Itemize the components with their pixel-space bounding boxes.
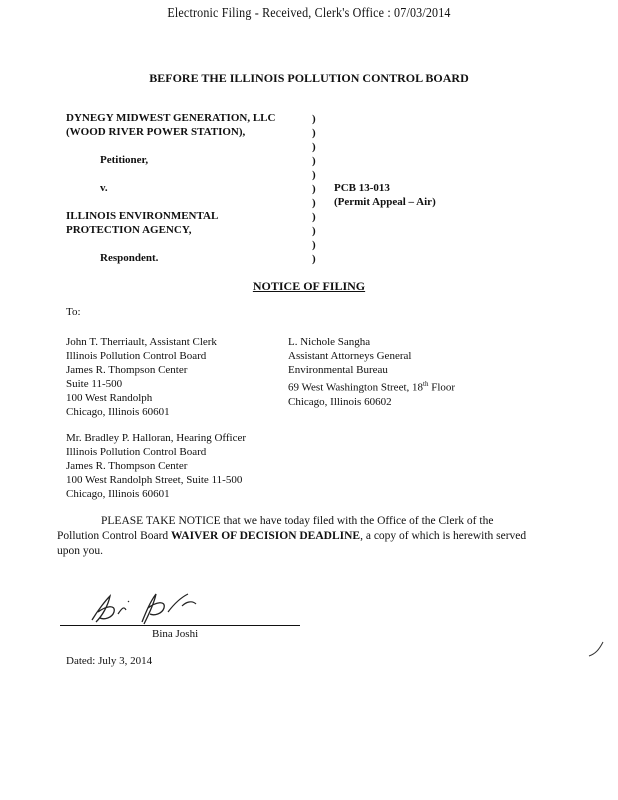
efiling-stamp: Electronic Filing - Received, Clerk's Office : 07/03/2014 <box>167 6 451 21</box>
address-line: Mr. Bradley P. Halloran, Hearing Officer <box>66 432 247 444</box>
pen-mark <box>587 640 607 660</box>
recipient-hearing-officer-address <box>66 431 246 501</box>
caption-paren: ) <box>312 183 316 195</box>
address-line: James R. Thompson Center <box>66 364 188 376</box>
caption-paren: ) <box>312 253 316 265</box>
caption-paren: ) <box>312 127 316 139</box>
address-line: James R. Thompson Center <box>66 460 188 472</box>
address-line: Assistant Attorneys General <box>288 350 412 362</box>
dated-line: Dated: July 3, 2014 <box>66 655 153 667</box>
versus: v. <box>100 182 108 194</box>
floor-text: Floor <box>428 381 456 394</box>
street-text: 69 West Washington Street, 18 <box>288 381 424 394</box>
paragraph-emphasis: WAIVER OF DECISION DEADLINE <box>171 530 361 542</box>
recipient-clerk-address <box>66 335 217 419</box>
caption-paren: ) <box>312 197 316 209</box>
caption-paren: ) <box>312 239 316 251</box>
address-line: John T. Therriault, Assistant Clerk <box>66 336 217 348</box>
respondent-name-line2: PROTECTION AGENCY, <box>66 224 192 236</box>
signer-name: Bina Joshi <box>152 628 199 640</box>
paragraph-text-part1: PLEASE TAKE NOTICE that we have today filed with the Office of the Clerk of the Pollution Control Board <box>57 515 494 542</box>
address-line: Chicago, Illinois 60602 <box>288 395 392 408</box>
address-line: Environmental Bureau <box>288 364 388 376</box>
petitioner-role: Petitioner, <box>100 154 149 166</box>
address-line: Chicago, Illinois 60601 <box>66 488 170 500</box>
case-number: PCB 13-013 <box>334 182 390 194</box>
caption-paren: ) <box>312 155 316 167</box>
notice-paragraph <box>57 514 527 559</box>
caption-paren: ) <box>312 113 316 125</box>
respondent-name-line1: ILLINOIS ENVIRONMENTAL <box>66 210 219 222</box>
petitioner-name-line2: (WOOD RIVER POWER STATION), <box>66 126 246 138</box>
recipient-attorney-address <box>288 335 455 409</box>
address-line: 100 West Randolph Street, Suite 11-500 <box>66 474 243 486</box>
address-line: Illinois Pollution Control Board <box>66 446 207 458</box>
address-line: Suite 11-500 <box>66 378 123 390</box>
notice-title: NOTICE OF FILING <box>252 279 366 293</box>
address-line <box>288 377 455 395</box>
ordinal-suffix: th <box>423 380 429 388</box>
board-title: BEFORE THE ILLINOIS POLLUTION CONTROL BOARD <box>149 71 469 85</box>
caption-paren: ) <box>312 225 316 237</box>
to-label: To: <box>66 306 81 318</box>
paragraph-text-part2: , a copy of which is herewith served upon you. <box>57 530 527 557</box>
respondent-role: Respondent. <box>100 252 159 264</box>
case-type: (Permit Appeal – Air) <box>334 196 436 208</box>
signature-line <box>60 625 300 626</box>
address-line: Illinois Pollution Control Board <box>66 350 207 362</box>
petitioner-name-line1: DYNEGY MIDWEST GENERATION, LLC <box>66 112 276 124</box>
caption-paren: ) <box>312 141 316 153</box>
address-line: 100 West Randolph <box>66 392 153 404</box>
address-line: L. Nichole Sangha <box>288 336 371 348</box>
address-line: Chicago, Illinois 60601 <box>66 406 170 418</box>
caption-paren: ) <box>312 169 316 181</box>
caption-paren: ) <box>312 211 316 223</box>
